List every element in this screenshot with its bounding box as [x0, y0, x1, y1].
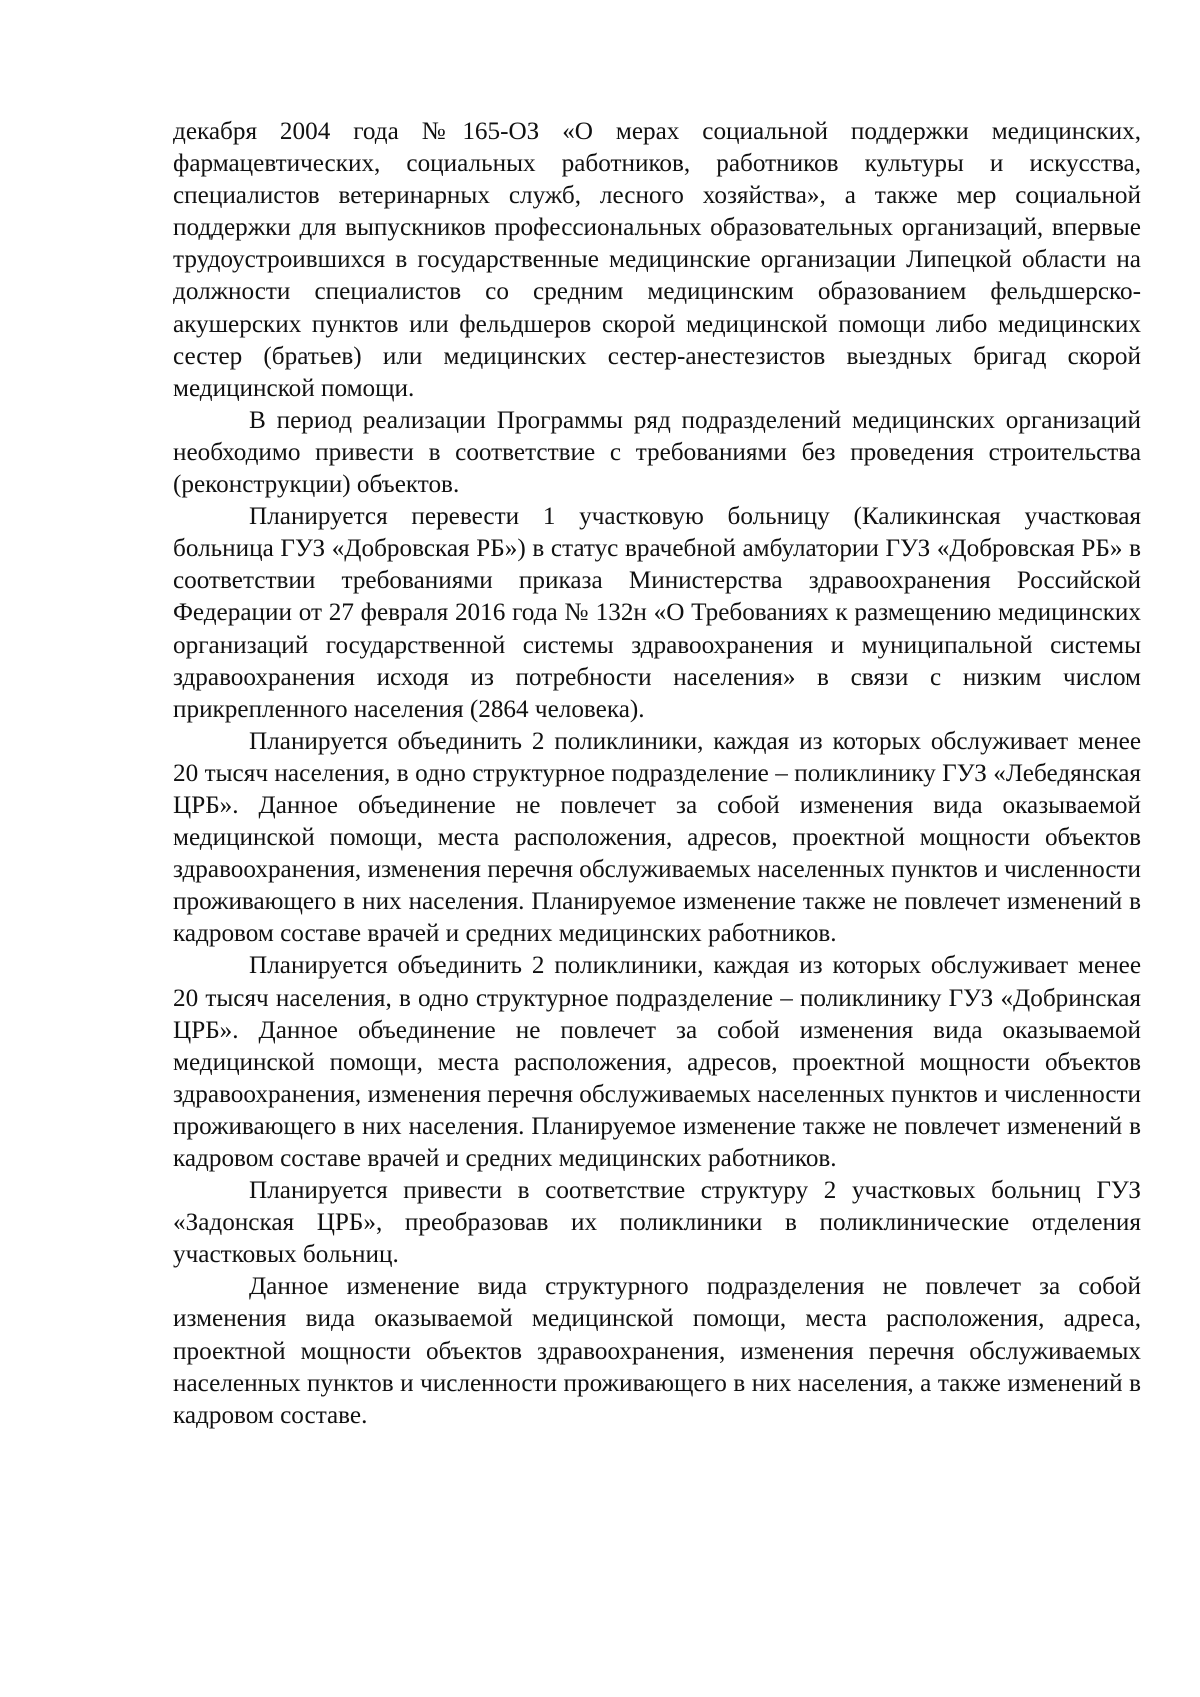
paragraph-dobrinskaya: Планируется объединить 2 поликлиники, каждая из которых обслуживает менее 20 тысяч населения, в одно структурное подразделение – поликлинику ГУЗ «Добринская ЦРБ». Данное объединение не повлечет за собой изменения вида оказываемой медицинской помощи, места расположения, адресов, проектной мощности объектов здравоохранения, изменения перечня обслуживаемых населенных пунктов и численности проживающего в них населения. Планируемое изменение также не повлечет изменений в кадровом составе врачей и средних медицинских работников.	[173, 952, 1141, 1172]
paragraph-continuation: декабря 2004 года №165-ОЗ «О мерах социальной поддержки медицинских, фармацевтических, социальных работников, работников культуры и искусства, специалистов ветеринарных служб, лесного хозяйства», а также мер социальной поддержки для выпускников профессиональных образовательных организаций, впервые трудоустроившихся в государственные медицинские организации Липецкой области на должности специалистов со средним медицинским образованием фельдшерско-акушерских пунктов или фельдшеров скорой медицинской помощи либо медицинских сестер (братьев) или медицинских сестер-анестезистов выездных бригад скорой медицинской помощи.	[173, 118, 1141, 402]
paragraph-lebedyanskaya: Планируется объединить 2 поликлиники, каждая из которых обслуживает менее 20 тысяч населения, в одно структурное подразделение – поликлинику ГУЗ «Лебедянская ЦРБ». Данное объединение не повлечет за собой изменения вида оказываемой медицинской помощи, места расположения, адресов, проектной мощности объектов здравоохранения, изменения перечня обслуживаемых населенных пунктов и численности проживающего в них населения. Планируемое изменение также не повлечет изменений в кадровом составе врачей и средних медицинских работников.	[173, 727, 1141, 948]
paragraph-structure-change: Данное изменение вида структурного подразделения не повлечет за собой изменения вида оказываемой медицинской помощи, места расположения, адреса, проектной мощности объектов здравоохранения, изменения перечня обслуживаемых населенных пунктов и численности проживающего в них населения, а также изменений в кадровом составе.	[173, 1273, 1141, 1429]
paragraph-zadonskaya: Планируется привести в соответствие структуру 2 участковых больниц ГУЗ «Задонская ЦРБ», преобразовав их поликлиники в поликлинические отделения участковых больниц.	[173, 1177, 1141, 1269]
paragraph-reconstruction: В период реализации Программы ряд подразделений медицинских организаций необходимо привести в соответствие с требованиями без проведения строительства (реконструкции) объектов.	[173, 406, 1141, 499]
paragraph-dobrovskaya: Планируется перевести 1 участковую больницу (Каликинская участковая больница ГУЗ «Добровская РБ») в статус врачебной амбулатории ГУЗ «Добровская РБ» в соответствии требованиями приказа Министерства здравоохранения Российской Федерации от 27 февраля 2016 года № 132н «О Требованиях к размещению медицинских организаций государственной системы здравоохранения и муниципальной системы здравоохранения исходя из потребности населения» в связи с низким числом прикрепленного населения (2864 человека).	[173, 503, 1141, 723]
document-body	[173, 116, 1141, 1432]
